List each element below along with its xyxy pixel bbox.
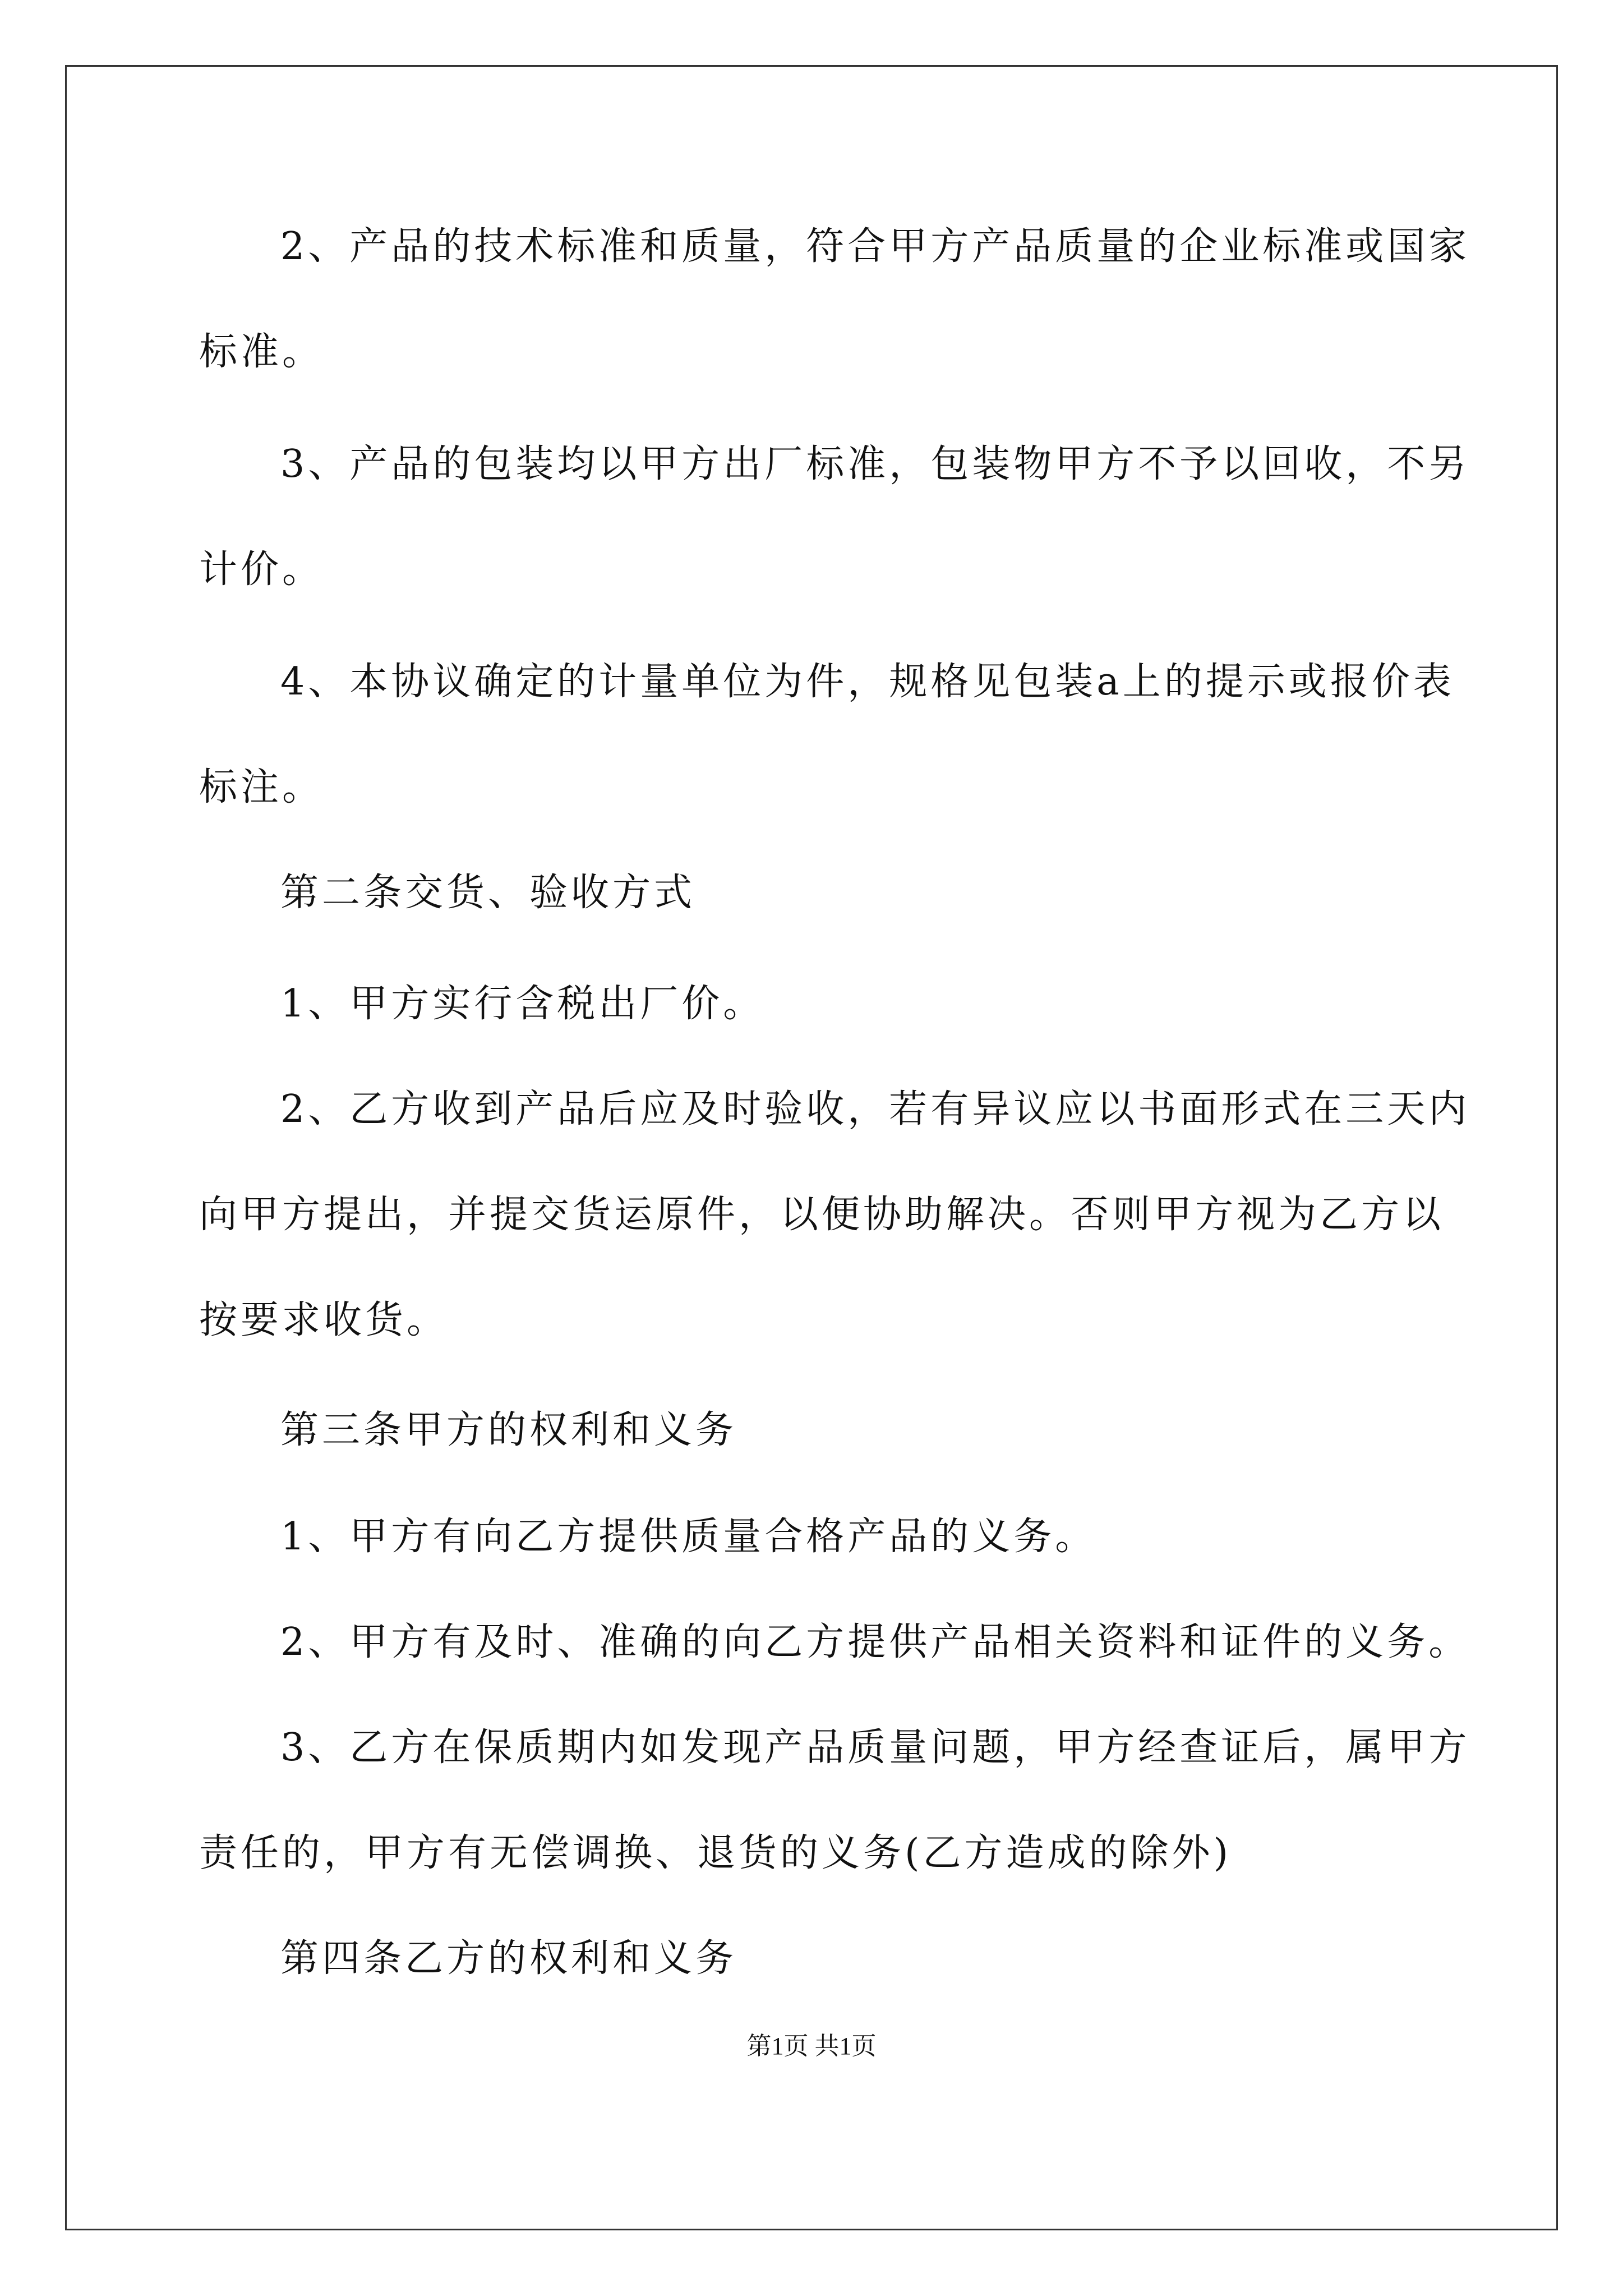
text-line: 2、甲方有及时、准确的向乙方提供产品相关资料和证件的义务。	[280, 1620, 1470, 1664]
text-line: 3、乙方在保质期内如发现产品质量问题，甲方经查证后，属甲方	[280, 1726, 1470, 1770]
text-line: 标准。	[199, 330, 324, 374]
text-line: 标注。	[199, 765, 324, 809]
text-line: 向甲方提出，并提交货运原件，以便协助解决。否则甲方视为乙方以	[199, 1193, 1445, 1237]
text-line: 2、乙方收到产品后应及时验收，若有异议应以书面形式在三天内	[280, 1087, 1470, 1131]
page-border	[65, 65, 1558, 2230]
page-footer: 第1页 共1页	[746, 2032, 877, 2060]
text-line: 计价。	[199, 547, 324, 592]
text-line: 按要求收货。	[199, 1298, 449, 1342]
text-line: 3、产品的包装均以甲方出厂标准，包装物甲方不予以回收，不另	[280, 442, 1470, 486]
text-line: 责任的，甲方有无偿调换、退货的义务(乙方造成的除外)	[199, 1831, 1232, 1875]
section-heading: 第三条甲方的权利和义务	[280, 1408, 737, 1452]
section-heading: 第二条交货、验收方式	[280, 871, 696, 915]
text-line: 4、本协议确定的计量单位为件，规格见包装a上的提示或报价表	[280, 660, 1455, 704]
section-heading: 第四条乙方的权利和义务	[280, 1936, 737, 1981]
text-line: 1、甲方实行含税出厂价。	[280, 982, 765, 1026]
text-line: 1、甲方有向乙方提供质量合格产品的义务。	[280, 1515, 1097, 1559]
text-line: 2、产品的技术标准和质量，符合甲方产品质量的企业标准或国家	[280, 224, 1470, 269]
